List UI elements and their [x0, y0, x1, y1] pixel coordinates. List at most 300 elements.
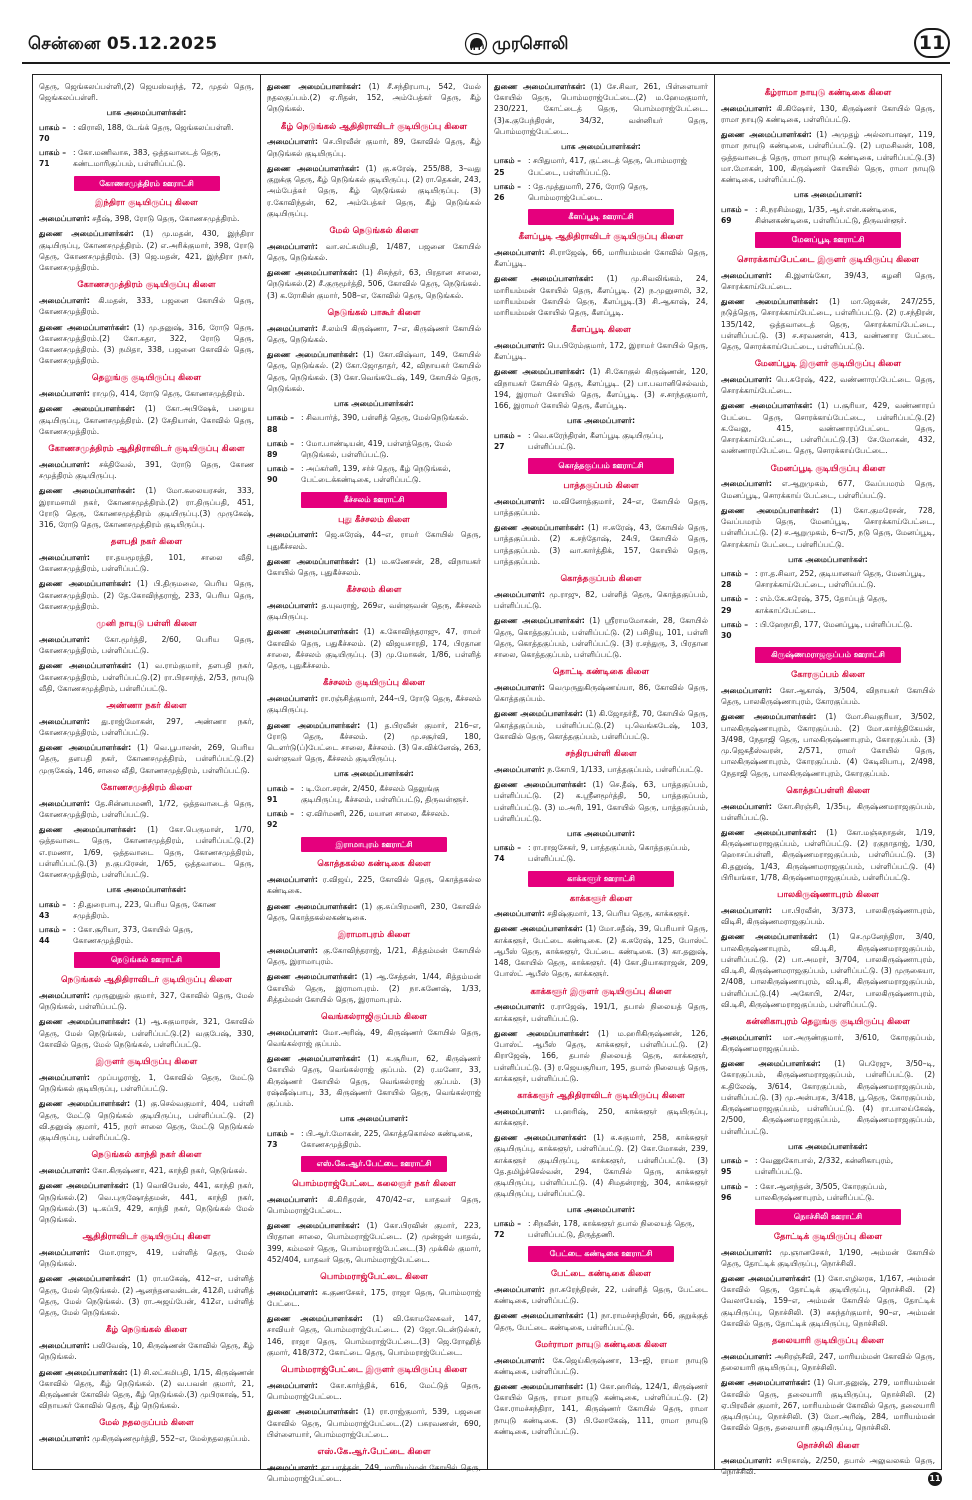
- organizer-entry: [39, 295, 254, 317]
- branch-heading: மேனப்பூடி இருளர் குடியிருப்பு கிளை: [754, 359, 902, 370]
- role-label: துணை அமைப்பாளர்கள்:: [721, 130, 812, 140]
- organizer-entry: [721, 1247, 935, 1269]
- entry-spacer: [545, 497, 553, 506]
- part-organizer-row: [494, 430, 708, 452]
- entry-text: தே.சின்னபமணி, 1/72, ஒத்தவாடைத் தெரு, கோணசமுத்திரம், பள்ளிப்பட்டு.: [39, 798, 254, 819]
- part-number: பாகம் – 74: [494, 843, 522, 864]
- entry-text: (1) கோ.குமரேசன், 728, வேப்பமரம் தெரு, மேனப்பூடி, சொரக்காய்பேட்டை, பள்ளிப்பட்டு. (2) ச.ஆறுமுகம், 6–எ/5, நடு தெரு, மேனப்பூடி, சொரக்காய் பேட்டை, பள்ளிப்பட்டு.: [721, 505, 935, 549]
- part-number: பாகம் – 91: [267, 783, 295, 804]
- organizer-entry: [494, 908, 708, 919]
- organizer-entry: [39, 1367, 254, 1412]
- branch-heading: கீச்சலம் கிளை: [346, 585, 402, 596]
- organizer-entry: [39, 660, 254, 694]
- entry-text: தா.பரத்தன், 249, மாரியம்மன் கோயில் தெரு, பொம்மராஜ்பேட்டை.: [267, 1462, 481, 1483]
- entry-text: சபிரகாஷ், 2/250, தபால் அலுவலகம் தெரு, நொச்சிலி.: [721, 1456, 935, 1477]
- role-label: துணை அமைப்பாளர்கள்:: [39, 322, 130, 332]
- organizer-entry: [39, 1098, 254, 1143]
- organizer-entry: [39, 824, 254, 880]
- role-label: அமைப்பாளர்:: [39, 991, 90, 1001]
- role-label: அமைப்பாளர்:: [267, 530, 318, 540]
- role-label: துணை அமைப்பாளர்கள்:: [267, 350, 359, 360]
- entry-text: (1) மு.மதன், 430, இந்திரா குடியிருப்பு, கோணசமுத்திரம். (2) எ.அரிக்குமார், 398, ரோடு தெரு, கோணசமுத்திரம். (3) ஜெ.மதன், 421, இந்திரா நகர், கோணசமுத்திரம்.: [39, 229, 254, 273]
- entry-text: (1) ம.கணேசன், 28, விநாயகர் கோயில் தெரு, புதுகீச்சலம்.: [267, 556, 481, 577]
- entry-text: (1) மு.சிவலிங்கம், 24, மாரியம்மன் கோயில் தெரு, கீளப்பூடி. (2) ந.முனுசாமி, 32, மாரியம்மன் கோயில் தெரு, கீளப்பூடி.(3) சி.ஆகாஷ், 24, மாரியம்மன் கோயில் தெரு, கீளப்பூடி.: [494, 274, 708, 318]
- organizer-entry: [39, 634, 254, 656]
- organizer-entry: [494, 589, 708, 611]
- part-number: பாகம் – 30: [721, 619, 749, 641]
- organizer-entry: [494, 764, 708, 775]
- part-organizer-text: : சபிதுமார், 417, குட்டைத் தெரு, பொம்மராஜ் பேட்டை, பள்ளிப்பட்டு.: [528, 156, 687, 177]
- role-label: அமைப்பாளர்:: [39, 1166, 90, 1176]
- role-label: அமைப்பாளர்:: [39, 1434, 90, 1444]
- part-organizer-row: [39, 122, 254, 144]
- role-label: துணை அமைப்பாளர்கள்:: [494, 1028, 590, 1038]
- organizer-entry: [721, 296, 935, 352]
- entry-text: (1) கோ.விஷ்வா, 149, கோயில் தெரு, நெடுங்கல். (2) கோ.ஜோதாதர், 42, விநாயகர் கோயில் தெரு, நெடுங்கல். (3) கோ.வெங்கடேஷ், 149, கோயில் தெரு, நெடுங்கல்.: [267, 350, 481, 393]
- entry-spacer: [318, 1381, 330, 1390]
- role-label: அமைப்பாளர்:: [267, 1462, 318, 1472]
- entry-text: கோ.ஆகாஷ், 3/504, விநாயகர் கோயில் தெரு, பாலகிருஷ்ணாபுரம், கோரகுப்பம்.: [721, 685, 935, 707]
- role-label: துணை அமைப்பாளர்கள்:: [267, 1221, 360, 1231]
- role-label: துணை அமைப்பாளர்கள்:: [721, 401, 813, 411]
- entry-text: அசிரஞ்சீவி, 247, மாரியம்மன் கோவில் தெரு, தலையாரி குடியிருப்பு, நொச்சிலி.: [721, 1351, 935, 1373]
- part-organizer-row: [39, 924, 254, 946]
- role-label: அமைப்பாளர்:: [721, 270, 772, 280]
- role-label: துணை அமைப்பாளர்கள்:: [721, 827, 817, 837]
- branch-heading: கோணசமுத்திரம் ஆதிதிராவிடர் குடியிருப்பு கிளை: [48, 444, 245, 455]
- organizer-entry: [721, 1058, 935, 1137]
- part-organizer-row: [494, 155, 708, 177]
- role-label: அமைப்பாளர்:: [721, 1456, 772, 1466]
- role-label: அமைப்பாளர்:: [39, 1341, 90, 1351]
- entry-text: சக்திவேல், 391, ரோடு தெரு, கோண சமுத்திரம் குடியிருப்பு.: [39, 459, 254, 481]
- branch-heading: பாத்தகுப்பம் கிளை: [563, 480, 639, 491]
- role-label: அமைப்பாளர்:: [39, 798, 90, 808]
- section-subheading: பாக அமைப்பாளர்:: [340, 1114, 408, 1124]
- entry-text: கு.கோவிந்தராஜ், 1/21, சித்தம்மன் கோயில் தெரு, இராமாபுரம்.: [267, 945, 481, 967]
- role-label: துணை அமைப்பாளர்கள்:: [494, 780, 587, 790]
- organizer-entry: [267, 241, 481, 263]
- entry-text: ரா.ரஞ்சித்குமார், 244–பி, ரோடு தெரு, கீச்சலம் குடியிருப்பு.: [267, 694, 481, 715]
- panchayat-heading: மேனப்பூடி ஊராட்சி: [755, 232, 901, 248]
- organizer-entry: [721, 505, 935, 550]
- role-label: துணை அமைப்பாளர்கள்:: [494, 523, 585, 533]
- part-organizer-text: : எம்.கே.சுரேஷ், 375, தோப்புத் தெரு, காக்காப்பேட்டை.: [755, 594, 888, 615]
- entry-spacer: [363, 1314, 373, 1323]
- entry-text: (1) கோ.ஹரிஷ், 124/1, கிருஷ்ணர் கோயில் தெரு, ராமா நாயுடு கண்டிகை, பள்ளிப்பட்டு. (2) கோ.ராமச்சந்திரா, 141, கிருஷ்ணர் கோயில் தெரு, ராமா நாயுடு கண்டிகை. (3) பி.லோகேஷ், 111, ராமா நாயுடு கண்டிகை, பள்ளிப்பட்டு.: [494, 1381, 708, 1436]
- entry-text: ர.விஜய், 225, கோவில் தெரு, கொத்தகல்ல கண்டிகை.: [267, 875, 481, 896]
- organizer-entry: [267, 626, 481, 671]
- branch-heading: கொத்தகுப்பம் கிளை: [560, 574, 642, 585]
- entry-text: (1) அமுதழ் அல்லாபாஷா, 119, ராமா நாயுடு கண்டிகை, பள்ளிப்பட்டு. (2) பரமசிவன், 108, ஒத்தவாடைத் தெரு, ராமா நாயுடு கண்டிகை, பள்ளிப்பட்டு.(3) மா.மோகன், 100, கிருஷ்ணர் கோயில் தெரு, ராமா நாயுடு கண்டிகை, பள்ளிப்பட்டு.: [721, 130, 935, 185]
- entry-spacer: [817, 828, 827, 837]
- entry-spacer: [816, 712, 825, 721]
- branch-heading: கீழ்ராமா நாயுடு கண்டிகை கிளை: [764, 88, 892, 98]
- part-number: பாகம் – 88: [267, 413, 295, 434]
- entry-text: ம.வினோத்குமார், 24–எ, கோயில் தெரு, பாத்தகுப்பம்.: [494, 496, 708, 517]
- section-subheading: பாக அமைப்பாளர்கள்:: [106, 108, 187, 118]
- part-number: பாகம் – 90: [267, 464, 295, 485]
- entry-spacer: [90, 1073, 98, 1082]
- role-label: துணை அமைப்பாளர்கள்:: [39, 1274, 131, 1284]
- entry-text: (1) கோ.பிரவின் குமார், 223, பிரதான சாலை, பொம்மராஜ்பேட்டை. (2) முன்ஜன் யாதவ், 399, கம்மலர் தெரு, பொம்மராஜ்பேட்டை.(3) முக்கில் குமார், 452/404, யாதவர் தெரு, பொம்மராஜ்பேட்டை.: [267, 1221, 481, 1264]
- role-label: அமைப்பாளர்:: [494, 1284, 545, 1294]
- entry-text: (1) பெரேஜு, 3/50–டி, கோரகுப்பம், கிருஷ்ணமராஜகுப்பம், பள்ளிப்பட்டு. (2) க.திலேஷ், 3/614, கோரகுப்பம், கிருஷ்ணமராஜகுப்பம், பள்ளிப்பட்டு. (3) மு.அன்பரசு, 3/418, பூ.தெரு, கோரகுப்பம், கிருஷ்ணமராஜகுப்பம், பள்ளிப்பட்டு. (4) ரா.பாலய்கேஷ், 2/500, கிருஷ்ணமராஜகுப்பம், கிருஷ்ணமராஜகுப்பம், பள்ளிப்பட்டு.: [721, 1059, 935, 1136]
- organizer-entry: [721, 905, 935, 927]
- branch-heading: கொத்தகல்ல கண்டிகை கிளை: [317, 859, 431, 870]
- organizer-entry: [267, 600, 481, 622]
- organizer-entry: [39, 578, 254, 612]
- entry-text: (1) மோ.சிவகுரியா, 3/502, பாலகிருஷ்ணாபுரம், கோரகுப்பம். (2) மோ.கார்த்திகேயன், 3/498, நேதாஜி தெரு, பாலகிருஷ்ணாபுரம், கோரகுப்பம். (3) மு.ஜெகதீஸ்வரன், 2/571, ராமர் கோயில் தெரு, பாலகிருஷ்ணாபுரம், கோரகுப்பம். (4) கேடிலிபாபு, 2/498, நேதாஜி தெரு, பாலகிருஷ்ணாபுரம், கோரகுப்பம்.: [721, 712, 935, 778]
- role-label: அமைப்பாளர்:: [721, 905, 772, 915]
- entry-text: மா.அருண்குமார், 3/610, கோரகுப்பம், கிருஷ்ணமராஜகுப்பம்.: [721, 1032, 935, 1053]
- role-label: அமைப்பாளர்:: [494, 764, 545, 774]
- part-organizer-row: [721, 204, 935, 226]
- role-label: அமைப்பாளர்:: [267, 1380, 318, 1390]
- branch-heading: சந்திரபள்ளி கிளை: [565, 749, 637, 760]
- role-label: துணை அமைப்பாளர்கள்:: [494, 1133, 587, 1143]
- branch-heading: காக்களூர் ஆதிதிராவிடர் குடியிருப்பு கிளை: [517, 1091, 685, 1101]
- part-organizer-row: [721, 1155, 935, 1177]
- entry-spacer: [821, 1059, 835, 1068]
- part-number: பாகம் – 89: [267, 438, 295, 460]
- role-label: அமைப்பாளர்:: [267, 600, 318, 610]
- entry-text: கி.இளங்கோ, 39/43, கழனி தெரு, சொரக்காய்பேட்டை.: [721, 270, 935, 291]
- entry-spacer: [818, 297, 829, 306]
- role-label: அமைப்பாளர்:: [721, 103, 772, 113]
- part-organizer-row: [494, 181, 708, 203]
- branch-heading: இந்திரா குடியிருப்பு கிளை: [95, 198, 198, 209]
- entry-spacer: [90, 460, 99, 469]
- role-label: அமைப்பாளர்:: [721, 801, 772, 811]
- part-organizer-text: : விராலி, 188, டேங்க் தெரு, ஜெங்கலப்பள்ளி.: [73, 122, 234, 132]
- organizer-entry: [39, 403, 254, 437]
- entry-text: (1) பி.திருமலை, பெரிய தெரு, கோணசமுத்திரம். (2) தே.கோவிந்தராஜ், 233, பெரிய தெரு, கோணசமுத்திரம்.: [39, 579, 254, 611]
- entry-text: முப்பழராஜ், 1, கோவில் தெரு, மேட்டு நெடுங்கல் குடியிருப்பு, பள்ளிப்பட்டு.: [39, 1072, 254, 1094]
- entry-text: கோ.சிரஞ்சி, 1/35பு, கிருஷ்ணமராஜகுப்பம், பள்ளிப்பட்டு.: [721, 801, 936, 822]
- role-label: துணை அமைப்பாளர்கள்:: [39, 579, 132, 589]
- part-number: பாகம் – 44: [39, 925, 67, 946]
- branch-heading: அண்ணா நகர் கிளை: [106, 701, 187, 712]
- organizer-entry: [267, 1380, 481, 1402]
- organizer-entry: [267, 971, 481, 1005]
- part-number: பாகம் – 73: [267, 1128, 295, 1149]
- branch-heading: கன்னிகாபுரம் தெலுங்கு குடியிருப்பு கிளை: [745, 1016, 910, 1027]
- branch-heading: கோரகுப்பம் கிளை: [791, 670, 865, 681]
- entry-text: (1) பொ.தனுஷ், 279, மாரியம்மன் கோவில் தெரு, தலையாரி குடியிருப்பு, நொச்சிலி. (2) ஏ.பிரவீன் குமார், 267, மாரியம்மன் கோவில் தெரு, தலையாரி குடியிருப்பு, நொச்சிலி. (3) மோ.அரிஷ், 284, மாரியம்மன் கோவில் தெரு, தலையாரி குடியிருப்பு, நொச்சிலி.: [721, 1378, 935, 1433]
- role-label: அமைப்பாளர்:: [267, 1194, 318, 1204]
- role-label: அமைப்பாளர்:: [267, 694, 318, 704]
- role-label: அமைப்பாளர்:: [267, 241, 318, 251]
- organizer-entry: [494, 779, 708, 824]
- part-organizer-row: [494, 842, 708, 864]
- entry-text: கோ.கார்த்திக், 616, மேட்டுத் தெரு, பொம்மராஜ்பேட்டை.: [267, 1380, 481, 1402]
- part-organizer-text: : சி.நரசிம்மலு, 1/35, ஆர்.என்.கண்டிகை, சின்னகண்டிகை, பள்ளிப்பட்டு, திருவள்ளூர்.: [755, 204, 907, 225]
- panchayat-heading: கிருஷ்ணமராஜகுப்பம் ஊராட்சி: [755, 647, 901, 663]
- organizer-entry: [267, 901, 481, 923]
- panchayat-heading: கீச்சலம் ஊராட்சி: [301, 492, 447, 508]
- section-subheading: பாக அமைப்பாளர்:: [567, 828, 635, 838]
- organizer-entry: [267, 1462, 481, 1484]
- entry-spacer: [136, 825, 147, 834]
- entry-text: சதிஷ்குமார், 13, பெரிய தெரு, காக்களூர்.: [547, 909, 690, 919]
- role-label: துணை அமைப்பாளர்கள்:: [721, 297, 819, 307]
- entry-spacer: [361, 1054, 368, 1063]
- branch-heading: கீழ் நெடுங்கல் ஆதிதிராவிடர் குடியிருப்பு கிளை: [280, 121, 468, 132]
- footer-page-number: 11: [928, 1472, 942, 1486]
- entry-text: ரா.தயமூரத்தி, 101, சாலை வீதி, கோணசமுத்திரம், பள்ளிப்பட்டு.: [39, 552, 254, 574]
- role-label: துணை அமைப்பாளர்கள்:: [721, 932, 818, 942]
- entry-text: (1) நா.ராமச்சந்திரன், 66, குறுக்குத் தெரு, பேட்டை கண்டிகை, பள்ளிப்பட்டு.: [494, 1311, 709, 1332]
- entry-spacer: [772, 906, 782, 915]
- organizer-entry: [494, 366, 708, 411]
- column-4: [714, 75, 941, 1477]
- branch-heading: நொச்சிலி கிளை: [796, 1440, 860, 1451]
- entry-spacer: [318, 530, 325, 539]
- role-label: துணை அமைப்பாளர்கள்:: [721, 1378, 811, 1388]
- part-organizer-text: : சிநவீன், 178, காக்களூர் தபால் நிலையத் தெரு, பள்ளிப்பட்டு, திருத்தணி.: [528, 1218, 695, 1240]
- organizer-entry: [721, 685, 935, 707]
- organizer-entry: [267, 874, 481, 896]
- role-label: துணை அமைப்பாளர்கள்:: [39, 229, 134, 239]
- role-label: அமைப்பாளர்:: [39, 1072, 90, 1082]
- part-organizer-text: : கோ.மணிவாசு, 383, ஒத்தவாடைத் தெரு, கண்டமாரிகுப்பம், பள்ளிப்பட்டு.: [73, 148, 221, 169]
- part-number: பாகம் – 29: [721, 594, 749, 615]
- role-label: துணை அமைப்பாளர்கள்:: [39, 1099, 131, 1109]
- role-label: துணை அமைப்பாளர்கள்:: [39, 743, 132, 753]
- branch-heading: கோணசமுத்திரம் கிளை: [100, 782, 193, 793]
- part-number: பாகம் – 71: [39, 148, 67, 169]
- entry-text: பா.பிரவீன், 3/373, பாலகிருஷ்ணாபுரம், விடிசி, கிருஷ்ணமராஜகுப்பம்.: [721, 905, 935, 927]
- content-frame: [32, 74, 942, 1483]
- branch-heading: இருளர் குடியிருப்பு கிளை: [95, 1057, 198, 1068]
- section-subheading: பாக அமைப்பாளர்கள்:: [788, 554, 868, 564]
- branch-heading: கீளப்பூடி கிளை: [571, 325, 631, 336]
- entry-text: முகிருஷ்ணமூர்த்தி, 552–எ, மேல்நதலகுப்பம்.: [92, 1434, 251, 1444]
- entry-text: (1) மோ.சதீஷ், 39, பெரியார் தெரு, காக்களூர், பேட்டை கண்டிகை. (2) க.சுரேஷ், 125, போஸ்ட் ஆபீஸ் தெரு, காக்களூர், பேட்டை கண்டிகை. (3) கா.தனுஷ், 148, கோயில் தெரு, காக்களூர். (4) கோ.தியாகராஜன், 209, போஸ்ட் ஆபீஸ் தெரு, காக்களூர்.: [494, 924, 708, 979]
- organizer-entry: [721, 801, 935, 823]
- role-label: அமைப்பாளர்:: [39, 1247, 90, 1257]
- organizer-entry: [267, 1194, 481, 1216]
- entry-text: கி.மதன், 333, பஜனை கோயில் தெரு, கோணசமுத்திரம்.: [39, 296, 254, 317]
- part-organizer-row: [39, 899, 254, 921]
- part-organizer-text: : ரா.ராஜசேகர், 9, பாத்தகுப்பம், கொத்தகுப்பம், பள்ளிப்பட்டு.: [528, 843, 691, 864]
- part-organizer-row: [494, 1218, 708, 1240]
- organizer-entry: [267, 163, 481, 219]
- organizer-entry: [721, 1273, 935, 1329]
- organizer-entry: [494, 1310, 708, 1332]
- entry-text: (1) க.கோவிந்தராஜு, 47, ராமர் கோவில் தெரு, பதுகீச்சலம். (2) விஜயசாரதி, 174, பிரதான சாலை, கீச்சலம் குடியிருப்பு. (3) மு.மோகன், 1/86, பள்ளித் தெரு, புதுகீச்சலம்.: [267, 627, 482, 671]
- role-label: அமைப்பாளர்:: [39, 552, 90, 562]
- organizer-entry: [494, 615, 708, 660]
- organizer-entry: [267, 1287, 481, 1309]
- entry-text: ஜெ.சுரேஷ், 44–எ, ராமர் கோயில் தெரு, புதுகீச்சலம்.: [267, 530, 481, 551]
- entry-text: (1) மா.ஜெகன், 247/255, நடுத்தெரு, சொரக்காய்பேட்டை, பள்ளிப்பட்டு. (2) ர.சந்திரன், 135/142, ஒத்தவாடைத் தெரு, சொரக்காய்பேட்டை, பள்ளிப்பட்டு. (3) ச.சரவணன், 413, வண்ணார பேட்டை தெரு, சொரக்காய்பேட்டை, பள்ளிப்பட்டு.: [721, 297, 935, 352]
- entry-text: சி.ராஜேஷ், 66, மாரியம்மன் கோவில் தெரு, கீளப்பூடி.: [494, 247, 708, 269]
- branch-heading: மேனப்பூடி குடியிருப்பு கிளை: [770, 463, 886, 474]
- role-label: அமைப்பாளர்:: [721, 685, 772, 695]
- role-label: அமைப்பாளர்:: [494, 1106, 545, 1116]
- branch-heading: எஸ்.கே.ஆர்.பேட்டை கிளை: [317, 1447, 431, 1458]
- organizer-entry: [494, 1106, 708, 1128]
- entry-text: எ.ஆறுமுகம், 677, வேப்பமரம் தெரு, மேனப்பூடி, சொரக்காய் பேட்டை, பள்ளிப்பட்டு.: [721, 479, 935, 500]
- part-number: பாகம் – 70: [39, 122, 67, 143]
- entry-text: சீ.லம்பி கிருஷ்ணா, 7–எ, கிருஷ்ணர் கோயில் தெரு, நெடுங்கல்.: [267, 323, 481, 344]
- role-label: அமைப்பாளர்:: [721, 1032, 772, 1042]
- part-number: பாகம் – 28: [721, 568, 749, 590]
- part-organizer-text: : டி.மோ.சரன், 2/450, கீச்சலம் தெலுங்கு குடியிருப்பு, கீச்சலம், பள்ளிப்பட்டு, திருவள்ளூர்.: [301, 783, 469, 804]
- organizer-entry: [39, 1072, 254, 1094]
- branch-heading: இராமாபுரம் கிளை: [337, 930, 411, 941]
- branch-heading: தோட்டிக் குடியிருப்பு கிளை: [773, 1231, 883, 1242]
- part-organizer-row: [267, 808, 481, 830]
- organizer-entry: [494, 81, 708, 137]
- entry-spacer: [772, 1033, 783, 1042]
- role-label: அமைப்பாளர்:: [39, 214, 90, 224]
- entry-text: மு.ராஜு, 82, பள்ளித் தெரு, கொத்தகுப்பம், பள்ளிப்பட்டு.: [494, 589, 708, 611]
- entry-spacer: [818, 932, 829, 941]
- role-label: துணை அமைப்பாளர்கள்:: [267, 163, 360, 173]
- entry-text: கி.கிஷோர், 130, கிருஷ்ணர் கோயில் தெரு, ராமா நாயுடு கண்டிகை, பள்ளிப்பட்டு.: [721, 103, 935, 124]
- organizer-entry: [721, 270, 935, 292]
- branch-heading: கீச்சலம் குடியிருப்பு கிளை: [323, 678, 425, 689]
- masthead-rule: [22, 62, 950, 64]
- entry-text: வா.லட்சுமிபதி, 1/487, பஜனை கோயில் தெரு, நெடுங்கல்.: [267, 241, 481, 263]
- part-organizer-text: : ரா.த.சிவா, 252, குடியானவர் தெரு, மேனப்பூடி, சொரக்காய்பேட்டை, பள்ளிப்பட்டு.: [755, 568, 926, 590]
- panchayat-heading: இராமாபுரம் ஊராட்சி: [301, 837, 447, 853]
- branch-heading: பாலகிருஷ்ணாபுரம் கிளை: [777, 890, 879, 901]
- organizer-entry: [39, 459, 254, 481]
- entry-text: த.யுவராஜ், 269எ, வள்ளுவன் தெரு, கீச்சலம் குடியிருப்பு.: [267, 600, 481, 622]
- organizer-entry: [721, 374, 935, 396]
- role-label: அமைப்பாளர்:: [494, 496, 545, 506]
- organizer-entry: [39, 228, 254, 273]
- organizer-entry: [494, 522, 708, 567]
- organizer-entry: [494, 340, 708, 362]
- role-label: துணை அமைப்பாளர்கள்:: [39, 1181, 129, 1191]
- organizer-entry: [39, 742, 254, 776]
- entry-text: மோ.ராஜு, 419, பள்ளித் தெரு, மேல் நெடுங்கல்.: [39, 1247, 254, 1269]
- branch-heading: தெலுங்கு குடியிருப்பு கிளை: [91, 373, 202, 384]
- panchayat-heading: கீளப்பூடி ஊராட்சி: [528, 209, 674, 225]
- role-label: துணை அமைப்பாளர்கள்:: [267, 556, 360, 566]
- entry-spacer: [589, 1029, 598, 1038]
- entry-text: (1) க.சுகுமார், 258, காக்களூர் குடியிருப்பு, காக்களூர், பள்ளிப்பட்டு. (2) கோ.மோகன், 239, காக்களூர் குடியிருப்பு, காக்களூர், பள்ளிப்பட்டு. (3) தே.தமிழ்ச்செல்வன், 294, கோயில் தெரு, காக்களூர் குடியிருப்பு, பள்ளிப்பட்டு. (4) சிமதன்ராஜ், 304, காக்களூர் குடியிருப்பு, பள்ளிப்பட்டு.: [494, 1133, 708, 1199]
- organizer-entry: [39, 1180, 254, 1225]
- role-label: அமைப்பாளர்:: [721, 1247, 772, 1257]
- entry-text: மோ.அரிஷ், 49, கிருஷ்ணர் கோயில் தெரு, வெங்கல்ராஜ் குப்பம்.: [267, 1027, 481, 1048]
- entry-text: (1) கோ.பெருமாள், 1/70, ஒத்தவாடை தெரு, கோணசமுத்திரம், பள்ளிப்பட்டு.(2) எ.ரமணா, 1/69, ஒத்தவாடை தெரு, கோணசமுத்திரம், பள்ளிப்பட்டு.(3) ந.குபரேசன், 1/65, ஒத்தவாடை தெரு, கோணசமுத்திரம், பள்ளிப்பட்டு.: [39, 825, 255, 880]
- entry-spacer: [90, 553, 106, 562]
- part-organizer-row: [39, 147, 254, 169]
- part-organizer-row: [267, 438, 481, 460]
- organizer-entry: [721, 103, 935, 125]
- part-organizer-text: : பி.ஆர்.மோகன், 225, கொத்தகொல்ல கண்டிகை, கோணசமுத்திரம்.: [301, 1128, 473, 1149]
- branch-heading: மேல் நெடுங்கல் கிளை: [329, 226, 419, 237]
- organizer-entry: [267, 1053, 481, 1109]
- entry-text: க.குணசேகர், 175, ராஜா தெரு, பொம்மராஜ் பேட்டை.: [267, 1287, 481, 1308]
- section-subheading: பாக அமைப்பாளர்கள்:: [334, 399, 414, 409]
- branch-heading: முனி நாயுடு பள்ளி கிளை: [96, 619, 197, 630]
- role-label: துணை அமைப்பாளர்கள்:: [39, 404, 136, 414]
- entry-spacer: [90, 1248, 99, 1257]
- entry-text: (1) ஆ.சேத்தன், 1/44, சித்தம்மன் கோயில் தெரு, இராமாபுரம். (2) நா.கணேஷ், 1/33, சித்தம்மன் கோயில் தெரு, இராமாபுரம்.: [267, 972, 481, 1004]
- branch-heading: நெடுங்கல் பாகூர் கிளை: [327, 307, 421, 318]
- role-label: துணை அமைப்பாளர்கள்:: [39, 661, 132, 671]
- role-label: அமைப்பாளர்:: [494, 1355, 545, 1365]
- entry-text: (1) மோ.கலையரசன், 333, இராமசாமி நகர், கோணசமுத்திரம்.(2) ரா.திருப்பதி, 451, ரோடு தெரு, கோணசமுத்திரம் குடியிருப்பு.(3) முருகேஷ், 316, ரோடு தெரு, கோணசமுத்திரம் குடியிருப்பு.: [39, 486, 254, 530]
- entry-text: (1) த.பிரவீன் குமார், 216–எ, ரோடு தெரு, கீச்சலம். (2) மு.சசூர்வி, 180, டௌர்டு(ப்)பேட்டை சாலை, கீச்சலம். (3) செ.விக்னேஷ், 263, வள்ளுவர் தெரு, கீச்சலம் குடியிருப்பு.: [267, 720, 481, 764]
- entry-text: (1) ஸ்ரீராமமோகன், 28, கோயில் தெரு, கொத்தகுப்பம், பள்ளிப்பட்டு. (2) பசிதியு, 101, பள்ளி தெரு, கொத்தகுப்பம், பள்ளிப்பட்டு. (3) ர.சந்துரு, 3, பிரதான சாலை, கொத்தகுப்பம், பள்ளிப்பட்டு.: [494, 616, 708, 659]
- organizer-entry: [39, 716, 254, 738]
- section-subheading: பாக அமைப்பாளர்கள்:: [334, 769, 414, 779]
- organizer-entry: [494, 1355, 708, 1377]
- organizer-entry: [721, 1377, 935, 1433]
- issue-date: சென்னை 05.12.2025: [28, 34, 218, 54]
- entry-text: (1) கோ.எழிலரசு, 1/167, அம்மன் கோவில் தெரு, தோட்டிக் குடியிருப்பு, நொச்சிலி. (2) வேலாயேஷ், 159–எ, அம்மன் கோயில் தெரு, தோட்டிக் குடியிருப்பு, நொச்சிலி. (3) சசுந்தர்குமார், 90–எ, அம்மன் கோவில் தெரு, தோட்டிக் குடியிருப்பு, நொச்சிலி.: [721, 1274, 936, 1328]
- organizer-entry: [721, 1455, 935, 1477]
- entry-text: கே.ஜெய்கிருஷ்ணா, 13–ஜி, ராமா நாயுடு கண்டிகை, பள்ளிப்பட்டு.: [494, 1355, 708, 1376]
- panchayat-heading: நெடுங்கல் ஊராட்சி: [74, 952, 220, 968]
- branch-heading: காக்களூர் கிளை: [569, 893, 633, 904]
- role-label: துணை அமைப்பாளர்கள்:: [721, 505, 820, 515]
- branch-heading: மேர்ராமா நாயுடு கண்டிகை கிளை: [535, 1339, 667, 1350]
- entry-spacer: [819, 506, 831, 515]
- organizer-entry: [267, 556, 481, 578]
- entry-spacer: [772, 1248, 780, 1257]
- role-label: துணை அமைப்பாளர்கள்:: [721, 1274, 811, 1283]
- role-label: துணை அமைப்பாளர்கள்:: [494, 924, 583, 934]
- organizer-entry: [494, 708, 708, 742]
- organizer-entry: [267, 323, 481, 345]
- body-text: தெரு, ஜெங்கலப்பள்ளி,(2) ஜெயஸ்வந்த், 72, முதல் தெரு, ஜெங்கலப்பள்ளி.: [39, 82, 254, 103]
- role-label: அமைப்பாளர்:: [39, 389, 90, 399]
- organizer-entry: [39, 552, 254, 574]
- entry-spacer: [360, 721, 367, 730]
- panchayat-heading: எஸ்.கே.ஆர்.பேட்டை ஊராட்சி: [301, 1156, 447, 1172]
- part-organizer-row: [267, 783, 481, 805]
- organizer-entry: [39, 1340, 254, 1362]
- column-1: [33, 75, 260, 1469]
- section-subheading: பாக அமைப்பாளர்கள்:: [106, 885, 187, 895]
- part-organizer-row: [267, 412, 481, 434]
- role-label: அமைப்பாளர்:: [721, 374, 772, 384]
- role-label: துணை அமைப்பாளர்கள்:: [494, 274, 594, 284]
- branch-heading: தலையாரி குடியிருப்பு கிளை: [772, 1336, 884, 1347]
- role-label: அமைப்பாளர்:: [39, 459, 90, 469]
- organizer-entry: [267, 529, 481, 551]
- role-label: துணை அமைப்பாளர்கள்:: [494, 1381, 584, 1391]
- role-label: துணை அமைப்பாளர்கள்:: [39, 486, 136, 496]
- role-label: அமைப்பாளர்:: [267, 323, 318, 333]
- role-label: அமைப்பாளர்:: [39, 296, 90, 306]
- panchayat-heading: காக்களூர் ஊராட்சி: [528, 871, 674, 887]
- entry-text: ந.கோபி, 1/133, பாத்தகுப்பம், பள்ளிப்பட்டு.: [547, 764, 704, 774]
- branch-heading: மேல் நதலகுப்பம் கிளை: [99, 1418, 194, 1429]
- entry-text: (1) வ.ராம்குமார், தளபதி நகர், கோணசமுத்திரம், பள்ளிப்பட்டு.(2) ரா.பிரசாந்த், 2/53, நாயுடு வீதி, கோணசமுத்திரம், பள்ளிப்பட்டு.: [39, 661, 254, 693]
- entry-spacer: [360, 1221, 367, 1230]
- part-number: பாகம் – 92: [267, 809, 295, 830]
- entry-text: (1) ப.சூரியா, 429, வண்ணாரப் பேட்டை தெரு, சொரக்காய்பேட்டை, பள்ளிப்பட்டு.(2) க.வேலு, 415, வண்ணாரப்பேட்டை தெரு, சொரக்காய்பேட்டை, பள்ளிப்பட்டு.(3) சே.மோகன், 432, வண்ணாரப்பேட்டை தெரு, சொரக்காய்பேட்டை.: [721, 401, 936, 456]
- role-label: அமைப்பாளர்:: [494, 1002, 545, 1012]
- column-3: [487, 75, 714, 1469]
- part-number: பாகம் – 69: [721, 204, 749, 225]
- role-label: துணை அமைப்பாளர்கள்:: [721, 712, 817, 722]
- organizer-entry: [494, 1381, 708, 1437]
- role-label: அமைப்பாளர்:: [267, 137, 318, 147]
- entry-text: சதீஷ், 398, ரோடு தெரு, கோணசமுத்திரம்.: [92, 214, 240, 224]
- part-organizer-text: : வெ.சுரேந்திரன், கீளப்பூடி குடியிருப்பு, பள்ளிப்பட்டு.: [528, 430, 664, 451]
